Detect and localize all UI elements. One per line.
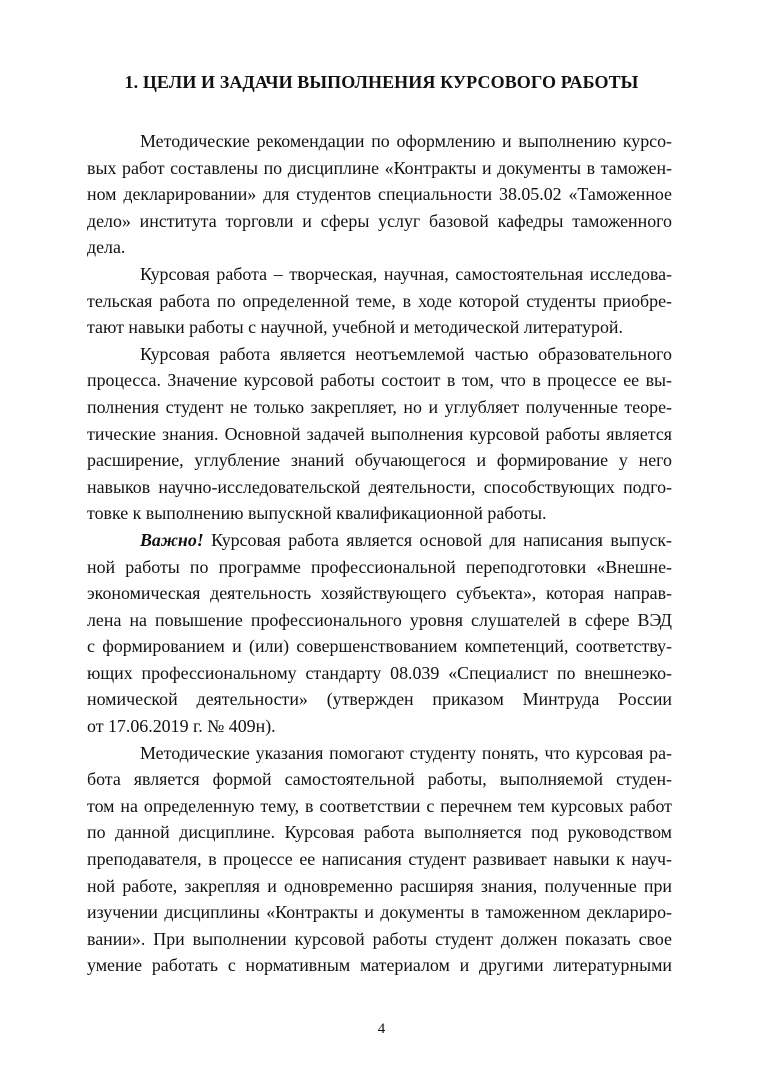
text-line: полнения студент не только закрепляет, но и углубляет полученные теоре-: [87, 396, 672, 417]
paragraph-important-note: [87, 527, 672, 740]
text-line: бота является формой самостоятельной работы, выполняемой студен-: [87, 769, 672, 790]
text-line: дело» института торговли и сферы услуг базовой кафедры таможенного: [87, 210, 672, 231]
text-line: лена на повышение профессионального уровня слушателей в сфере ВЭД: [87, 609, 672, 630]
text-line: вых работ составлены по дисциплине «Контракты и документы в таможен-: [87, 157, 672, 178]
text-line: преподавателя, в процессе ее написания студент развивает навыки к науч-: [87, 849, 672, 870]
paragraph-guidelines: [87, 740, 672, 979]
text-line: тические знания. Основной задачей выполнения курсовой работы является: [87, 423, 672, 444]
text-line: Курсовая работа – творческая, научная, самостоятельная исследова-: [140, 263, 672, 284]
text-line: том на определенную тему, в соответствии с перечнем тем курсовых работ: [87, 795, 672, 816]
text-line: ющих профессиональному стандарту 08.039 «Специалист по внешнеэко-: [87, 662, 672, 683]
section-heading: 1. ЦЕЛИ И ЗАДАЧИ ВЫПОЛНЕНИЯ КУРСОВОГО РАБОТЫ: [124, 72, 639, 92]
body-text: [87, 128, 672, 979]
text-line: Методические указания помогают студенту понять, что курсовая ра-: [140, 742, 672, 763]
text-line: с формированием и (или) совершенствованием компетенций, соответству-: [87, 636, 672, 657]
text-line: [87, 527, 672, 554]
text-line: ной работы по программе профессиональной переподготовки «Внешне-: [87, 556, 672, 577]
text-line: умение работать с нормативным материалом и другими литературными: [87, 955, 672, 976]
text-line: экономическая деятельность хозяйствующего субъекта», которая направ-: [87, 583, 672, 604]
page-number: 4: [377, 1021, 386, 1037]
text-line: процесса. Значение курсовой работы состоит в том, что в процессе ее вы-: [87, 370, 672, 391]
text-line: расширение, углубление знаний обучающегося и формирование у него: [87, 450, 672, 471]
text-line: ной работе, закрепляя и одновременно расширяя знания, полученные при: [87, 875, 672, 896]
paragraph-importance: [87, 341, 672, 527]
text-line: номической деятельности» (утвержден приказом Минтруда России: [87, 689, 672, 710]
text-line: по данной дисциплине. Курсовая работа выполняется под руководством: [87, 822, 672, 843]
text-line: навыков научно-исследовательской деятельности, способствующих подго-: [87, 476, 672, 497]
text-line: Курсовая работа является неотъемлемой частью образовательного: [140, 343, 672, 364]
text-line: ном декларировании» для студентов специальности 38.05.02 «Таможенное: [87, 184, 672, 205]
text-line-rest: Курсовая работа является основой для написания выпуск-: [203, 529, 672, 550]
text-line: товке к выполнению выпускной квалификационной работы.: [87, 503, 547, 524]
important-label: Важно!: [140, 529, 204, 550]
paragraph-definition: [87, 261, 672, 341]
text-line: тают навыки работы с научной, учебной и методической литературой.: [87, 317, 623, 338]
text-line: Методические рекомендации по оформлению и выполнению курсо-: [140, 131, 672, 151]
text-line: изучении дисциплины «Контракты и документы в таможенном деклариро-: [87, 902, 672, 923]
text-line: от 17.06.2019 г. № 409н).: [87, 716, 276, 737]
text-line: дела.: [87, 237, 126, 258]
text-line: вании». При выполнении курсовой работы студент должен показать свое: [87, 928, 672, 949]
paragraph-purpose: [87, 128, 672, 261]
text-line: тельская работа по определенной теме, в ходе которой студенты приобре-: [87, 290, 672, 311]
